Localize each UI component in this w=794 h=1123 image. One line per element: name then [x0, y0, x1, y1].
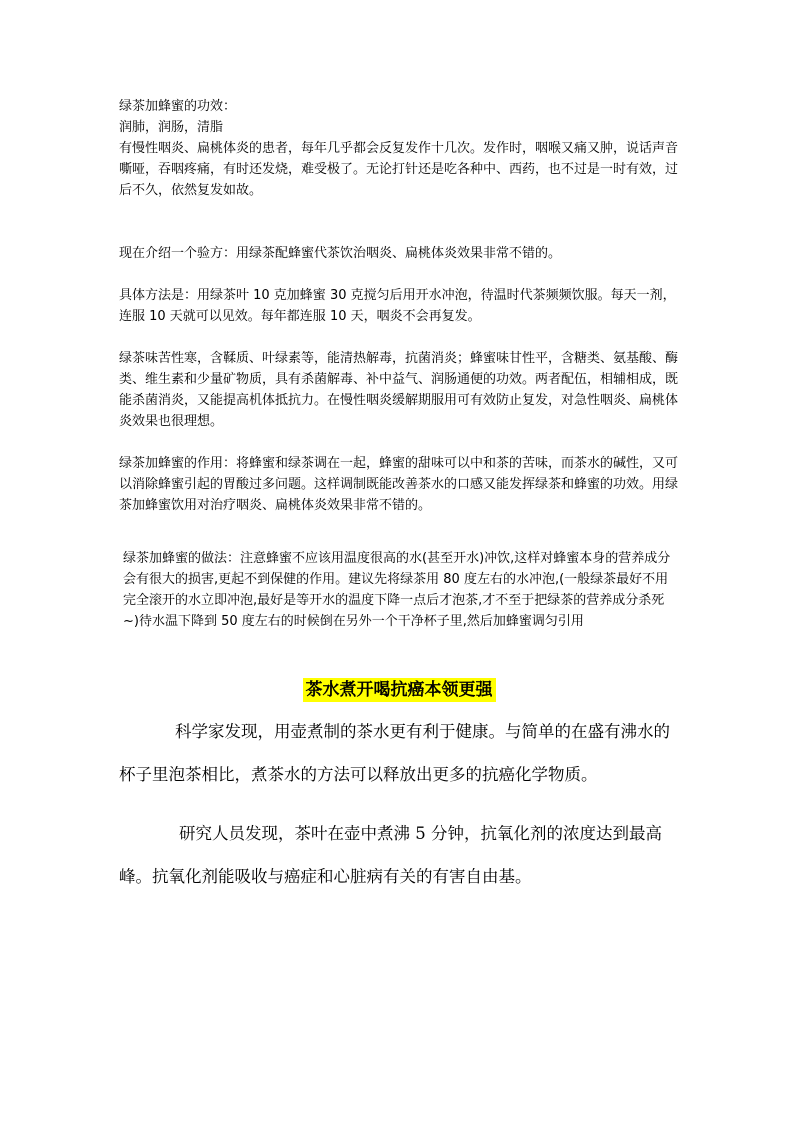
- section-title: 茶水煮开喝抗癌本领更强: [303, 678, 496, 702]
- intro-paragraph: 有慢性咽炎、扁桃体炎的患者，每年几乎都会反复发作十几次。发作时，咽喉又痛又肿，说话声音嘶哑，吞咽疼痛，有时还发烧，难受极了。无论打针还是吃各种中、西药，也不过是一时有效，过后不久，依然复发如故。: [119, 141, 679, 198]
- properties-paragraph: 绿茶味苦性寒，含鞣质、叶绿素等，能清热解毒，抗菌消炎；蜂蜜味甘性平，含糖类、氨基酸、酶类、维生素和少量矿物质，具有杀菌解毒、补中益气、润肠通便的功效。两者配伍，相辅相成，既能杀菌消炎，又能提高机体抵抗力。在慢性咽炎缓解期服用可有效防止复发，对急性咽炎、扁桃体炎效果也很理想。: [119, 351, 679, 429]
- green-tea-honey-section: [119, 96, 679, 632]
- section-paragraph-2: 研究人员发现，茶叶在壶中煮沸 5 分钟，抗氧化剂的浓度达到最高峰。抗氧化剂能吸收与癌症和心脏病有关的有害自由基。: [119, 824, 662, 886]
- boiled-tea-section: [119, 710, 679, 898]
- method-paragraph: 具体方法是：用绿茶叶 10 克加蜂蜜 30 克搅匀后用开水冲泡，待温时代茶频频饮服。每天一剂，连服 10 天就可以见效。每年都连服 10 天，咽炎不会再复发。: [119, 288, 676, 324]
- intro-heading: 绿茶加蜂蜜的功效：: [119, 99, 237, 114]
- document-page: [119, 96, 679, 898]
- function-paragraph: 绿茶加蜂蜜的作用：将蜂蜜和绿茶调在一起，蜂蜜的甜味可以中和茶的苦味，而茶水的碱性，又可以消除蜂蜜引起的胃酸过多问题。这样调制既能改善茶水的口感又能发挥绿茶和蜂蜜的功效。用绿茶加蜂蜜饮用对治疗咽炎、扁桃体炎效果非常不错的。: [119, 456, 679, 513]
- section-title-wrap: [119, 678, 679, 710]
- intro-benefits: 润肺，润肠，清脂: [119, 120, 224, 135]
- remedy-intro: 现在介绍一个验方：用绿茶配蜂蜜代茶饮治咽炎、扁桃体炎效果非常不错的。: [119, 246, 562, 261]
- preparation-paragraph: 绿茶加蜂蜜的做法：注意蜂蜜不应该用温度很高的水(甚至开水)冲饮,这样对蜂蜜本身的营养成分会有很大的损害,更起不到保健的作用。建议先将绿茶用 80 度左右的水冲泡,(一般绿茶最好不用完全滚开的水立即冲泡,最好是等开水的温度下降一点后才泡茶,才不至于把绿茶的营养成分杀死~)待水温下降到 50 度左右的时候倒在另外一个干净杯子里,然后加蜂蜜调匀引用: [123, 551, 671, 629]
- section-paragraph-1: 科学家发现，用壶煮制的茶水更有利于健康。与简单的在盛有沸水的杯子里泡茶相比，煮茶水的方法可以释放出更多的抗癌化学物质。: [119, 722, 670, 784]
